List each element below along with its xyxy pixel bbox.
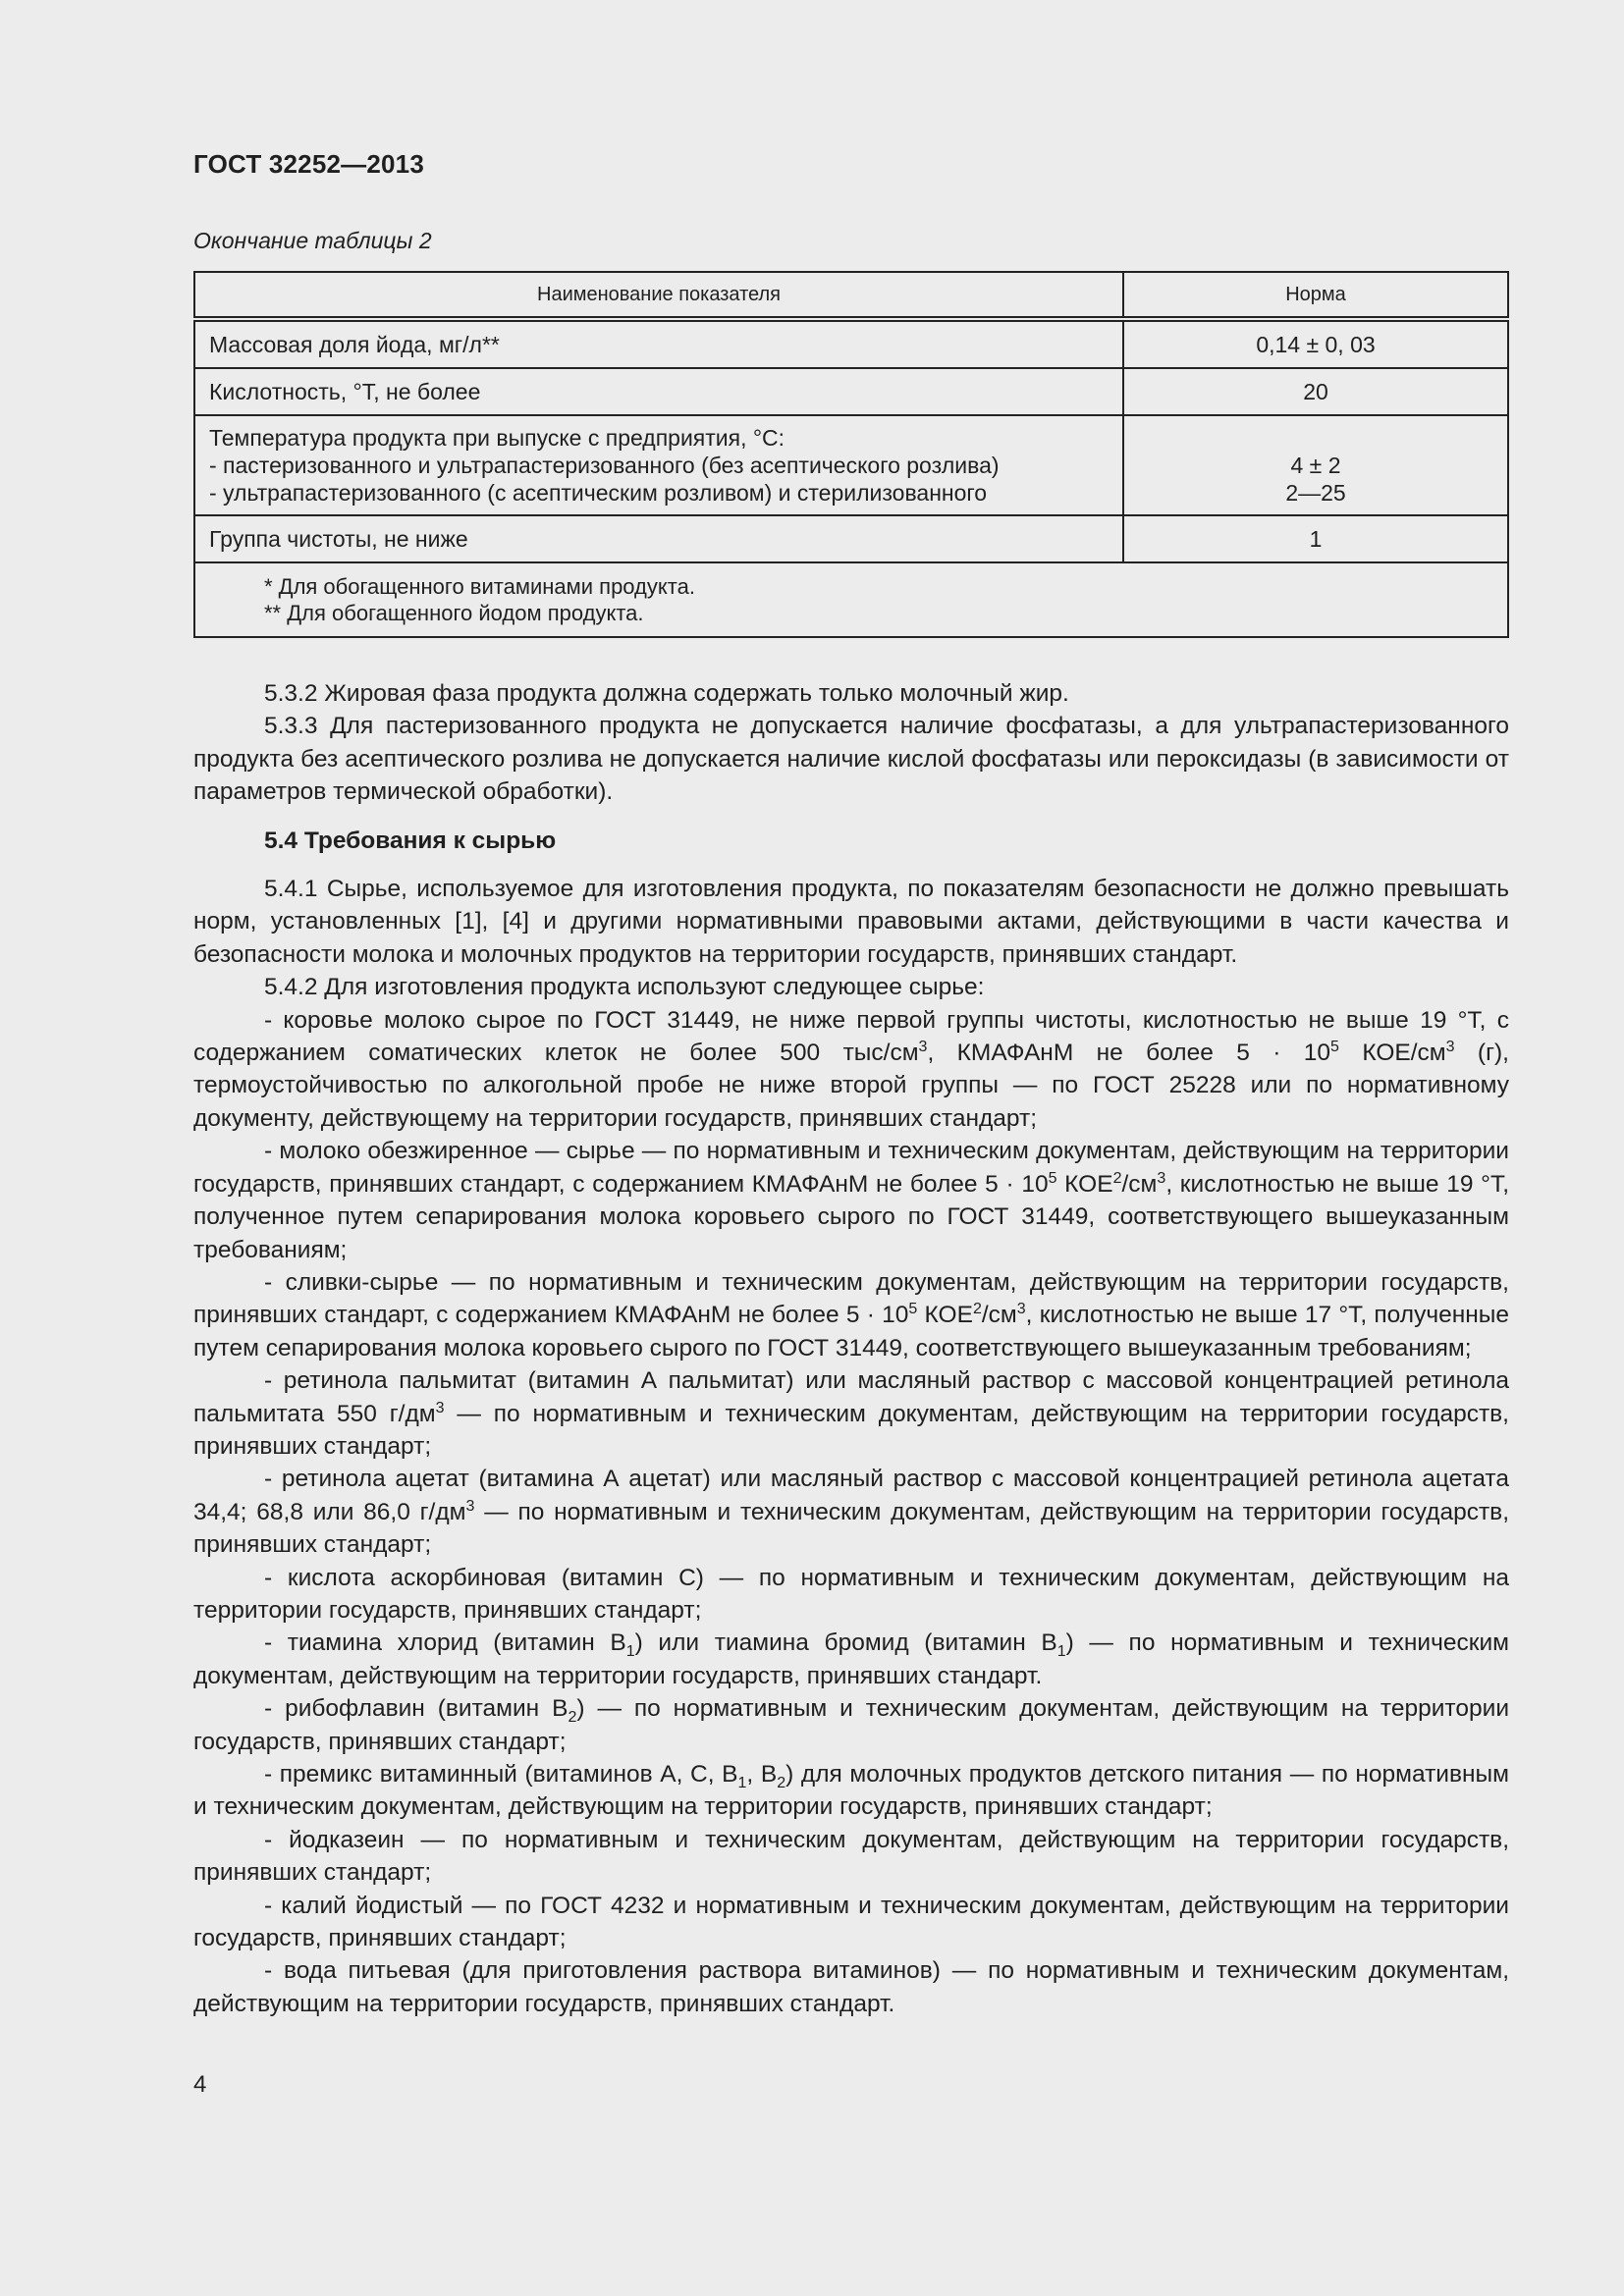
list-item-iodcasein: - йодказеин — по нормативным и техническим документам, действующим на территории государств, принявших стандарт; <box>193 1826 1509 1887</box>
row-norm: 1 <box>1123 515 1508 562</box>
table-row <box>194 319 1508 368</box>
list-item-retinol-palmitate: - ретинола пальмитат (витамин А пальмитат) или масляный раствор с массовой концентрацией ретинола пальмитата 550 $г/дм^3$ — по нормативным и техническим документам, действующим на территории государств, принявших стандарт; <box>193 1367 1509 1460</box>
page-number: 4 <box>193 2071 207 2098</box>
footnote-1: * Для обогащенного витаминами продукта. <box>264 574 695 599</box>
list-item-ascorbic-acid: - кислота аскорбиновая (витамин С) — по нормативным и техническим документам, действующим на территории государств, принявших стандарт; <box>193 1564 1509 1624</box>
row-name: Массовая доля йода, мг/л** <box>194 319 1123 368</box>
table-row <box>194 368 1508 415</box>
row-name-sub-2: - ультрапастеризованного (с асептическим розливом) и стерилизованного <box>209 480 988 506</box>
list-item-premix: - премикс витаминный (витаминов А, С, $В_1$, $В_2$) для молочных продуктов детского питания — по нормативным и техническим документам, действующим на территории государств, принявших стандарт; <box>193 1761 1509 1821</box>
row-norm: 20 <box>1123 368 1508 415</box>
list-item-potassium-iodide: - калий йодистый — по ГОСТ 4232 и нормативным и техническим документам, действующим на территории государств, принявших стандарт; <box>193 1892 1509 1952</box>
list-item-raw-milk: - коровье молоко сырое по ГОСТ 31449, не ниже первой группы чистоты, кислотностью не выше 19 °Т, с содержанием соматических клеток не более 500 тыс/$см^3$, КМАФАнМ не более $5 \cdot 10^5$ КОЕ/$см^3$ (г), термоустойчивостью по алкогольной пробе не ниже второй группы — по ГОСТ 25228 или по нормативному документу, действующему на территории государств, принявших стандарт; <box>193 1006 1509 1132</box>
paragraph-5-3-3: 5.3.3 Для пастеризованного продукта не допускается наличие фосфатазы, а для ультрапастеризованного продукта без асептического розлива не допускается наличие кислой фосфатазы или пероксидазы (в зависимости от параметров термической обработки). <box>193 713 1509 806</box>
list-item-thiamine: - тиамина хлорид (витамин $В_1$) или тиамина бромид (витамин $В_1$) — по нормативным и техническим документам, действующим на территории государств, принявших стандарт. <box>193 1629 1509 1689</box>
table-footnotes-row <box>194 562 1508 637</box>
paragraph-5-3-2: 5.3.2 Жировая фаза продукта должна содержать только молочный жир. <box>264 680 1069 707</box>
table-footnotes <box>194 562 1508 637</box>
list-item-riboflavin: - рибофлавин (витамин $В_2$) — по нормативным и техническим документам, действующим на территории государств, принявших стандарт; <box>193 1695 1510 1755</box>
row-name-sub-1: - пастеризованного и ультрапастеризованного (без асептического розлива) <box>209 453 1000 478</box>
row-norm-1: 4 ± 2 <box>1290 453 1341 478</box>
row-norm-2: 2—25 <box>1285 480 1346 506</box>
table-caption: Окончание таблицы 2 <box>193 228 432 253</box>
table-2 <box>193 271 1509 638</box>
column-header-name: Наименование показателя <box>194 272 1123 319</box>
footnote-2: ** Для обогащенного йодом продукта. <box>264 601 644 625</box>
row-norm <box>1123 415 1508 515</box>
list-item-cream: - сливки-сырье — по нормативным и техническим документам, действующим на территории государств, принявших стандарт, с содержанием КМАФАнМ не более $5 \cdot 10^5$ $КОЕ^2/см^3$, кислотностью не выше 17 °Т, полученные путем сепарирования молока коровьего сырого по ГОСТ 31449, соответствующего вышеуказанным требованиям; <box>193 1268 1509 1362</box>
row-name-main: Температура продукта при выпуске с предприятия, °С: <box>209 425 785 451</box>
column-header-norm: Норма <box>1123 272 1508 319</box>
document-id-header: ГОСТ 32252—2013 <box>193 149 424 179</box>
body-text <box>193 677 1509 2020</box>
list-item-drinking-water: - вода питьевая (для приготовления раствора витаминов) — по нормативным и техническим документам, действующим на территории государств, принявших стандарт. <box>193 1957 1509 2017</box>
row-name <box>194 415 1123 515</box>
table-header-row <box>194 272 1508 319</box>
list-item-skim-milk: - молоко обезжиренное — сырье — по нормативным и техническим документам, действующим на территории государств, принявших стандарт, с содержанием КМАФАнМ не более $5 \cdot 10^5$ $КОЕ^2/см^3$, кислотностью не выше 19 °Т, полученное путем сепарирования молока коровьего сырого по ГОСТ 31449, соответствующего вышеуказанным требованиям; <box>193 1138 1510 1263</box>
row-norm: 0,14 ± 0, 03 <box>1123 319 1508 368</box>
table-row <box>194 515 1508 562</box>
paragraph-5-4-2: 5.4.2 Для изготовления продукта используют следующее сырье: <box>264 974 985 1001</box>
table-row <box>194 415 1508 515</box>
section-heading-5-4: 5.4 Требования к сырью <box>264 827 557 854</box>
row-name: Кислотность, °Т, не более <box>194 368 1123 415</box>
list-item-retinol-acetate: - ретинола ацетат (витамина А ацетат) или масляный раствор с массовой концентрацией ретинола ацетата 34,4; 68,8 или 86,0 $г/дм^3$ — по нормативным и техническим документам, действующим на территории государств, принявших стандарт; <box>193 1466 1510 1559</box>
row-name: Группа чистоты, не ниже <box>194 515 1123 562</box>
paragraph-5-4-1: 5.4.1 Сырье, используемое для изготовления продукта, по показателям безопасности не должно превышать норм, установленных [1], [4] и другими нормативными правовыми актами, действующими в части качества и безопасности молока и молочных продуктов на территории государств, принявших стандарт. <box>193 876 1509 968</box>
